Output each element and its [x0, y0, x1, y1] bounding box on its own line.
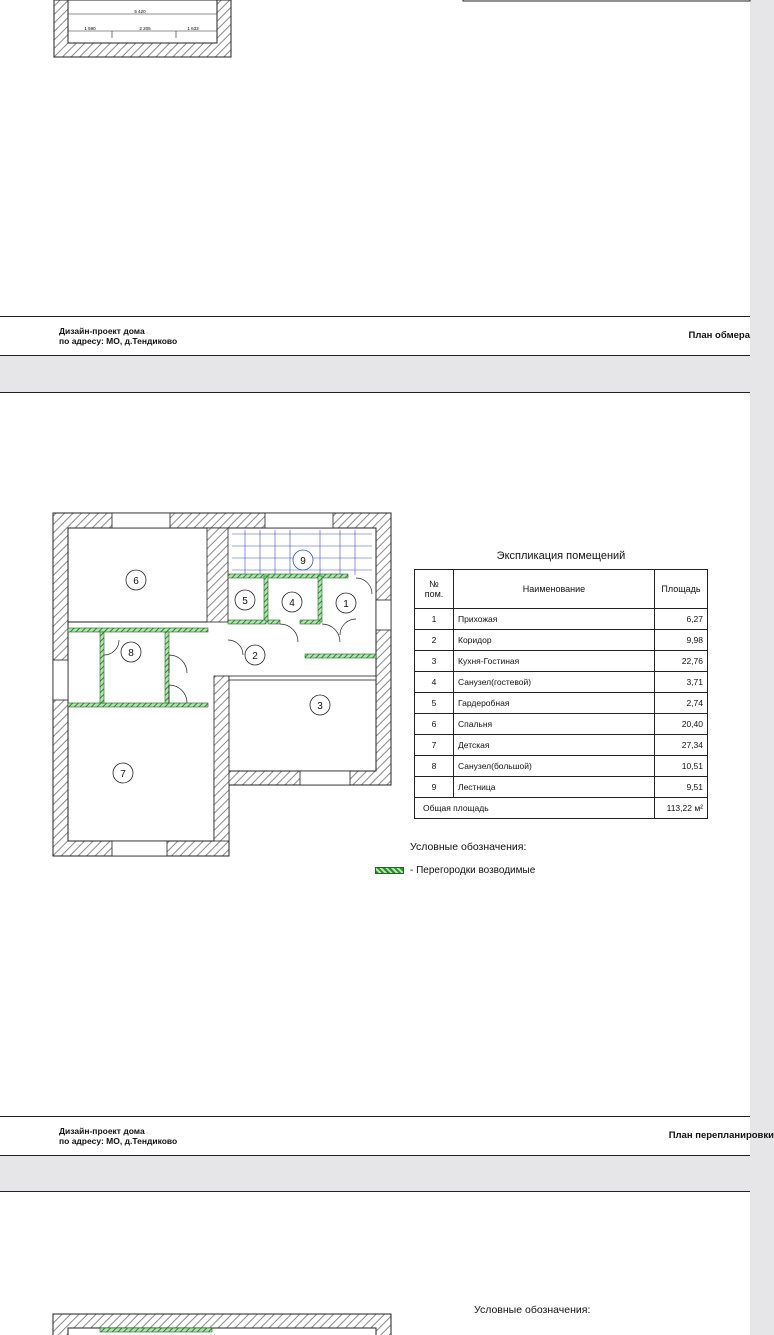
sheet-footer-1 [0, 316, 750, 356]
redevelopment-floor-plan [0, 505, 400, 865]
legend-title-next: Условные обозначения: [474, 1304, 591, 1316]
top-floor-plan-fragment [0, 0, 750, 70]
legend-partitions [375, 865, 535, 876]
legend-title: Условные обозначения: [410, 841, 527, 853]
header-number: № пом. [415, 570, 454, 609]
total-row [415, 798, 708, 819]
dim-2: 2 205 [139, 26, 151, 31]
room-6-label: 6 [133, 576, 139, 587]
table-row: 2 Коридор 9,98 [415, 630, 708, 651]
next-floor-plan-fragment [0, 1192, 400, 1335]
legend-partitions-label: - Перегородки возводимые [410, 865, 536, 876]
room-4-label: 4 [289, 598, 295, 609]
page-1 [0, 0, 750, 355]
project-address: Дизайн-проект дома по адресу: МО, д.Тендиково [59, 326, 178, 346]
table-row: 5 Гардеробная 2,74 [415, 693, 708, 714]
header-name: Наименование [454, 570, 655, 609]
table-row: 8 Санузел(большой) 10,51 [415, 756, 708, 777]
room-3-label: 3 [317, 701, 323, 712]
table-row: 7 Детская 27,34 [415, 735, 708, 756]
room-2-label: 2 [252, 651, 258, 662]
room-7-label: 7 [120, 769, 126, 780]
explication-title: Экспликация помещений [496, 550, 626, 562]
room-8-label: 8 [128, 648, 134, 659]
project-address: Дизайн-проект дома по адресу: МО, д.Тендиково [59, 1126, 178, 1146]
sheet-title: План обмера [688, 330, 750, 341]
page-3 [0, 1191, 750, 1335]
sheet-title: План перепланировки [668, 1130, 774, 1141]
sheet-footer-2 [0, 1116, 774, 1156]
room-5-label: 5 [242, 596, 248, 607]
explication-header-row [415, 570, 708, 609]
dim-total: 5 420 [134, 9, 146, 14]
partition-swatch-icon [375, 867, 404, 874]
table-row: 4 Санузел(гостевой) 3,71 [415, 672, 708, 693]
table-row: 9 Лестница 9,51 [415, 777, 708, 798]
table-row: 1 Прихожая 6,27 [415, 609, 708, 630]
total-value: 113,22 м² [655, 798, 708, 819]
table-row: 3 Кухня-Гостиная 22,76 [415, 651, 708, 672]
room-1-label: 1 [343, 599, 349, 610]
total-label: Общая площадь [415, 798, 655, 819]
table-row: 6 Спальня 20,40 [415, 714, 708, 735]
dim-3: 1 633 [187, 26, 199, 31]
header-area: Площадь [655, 570, 708, 609]
room-9-label: 9 [300, 556, 306, 567]
explication-table [414, 569, 708, 819]
dim-1: 1 590 [84, 26, 96, 31]
